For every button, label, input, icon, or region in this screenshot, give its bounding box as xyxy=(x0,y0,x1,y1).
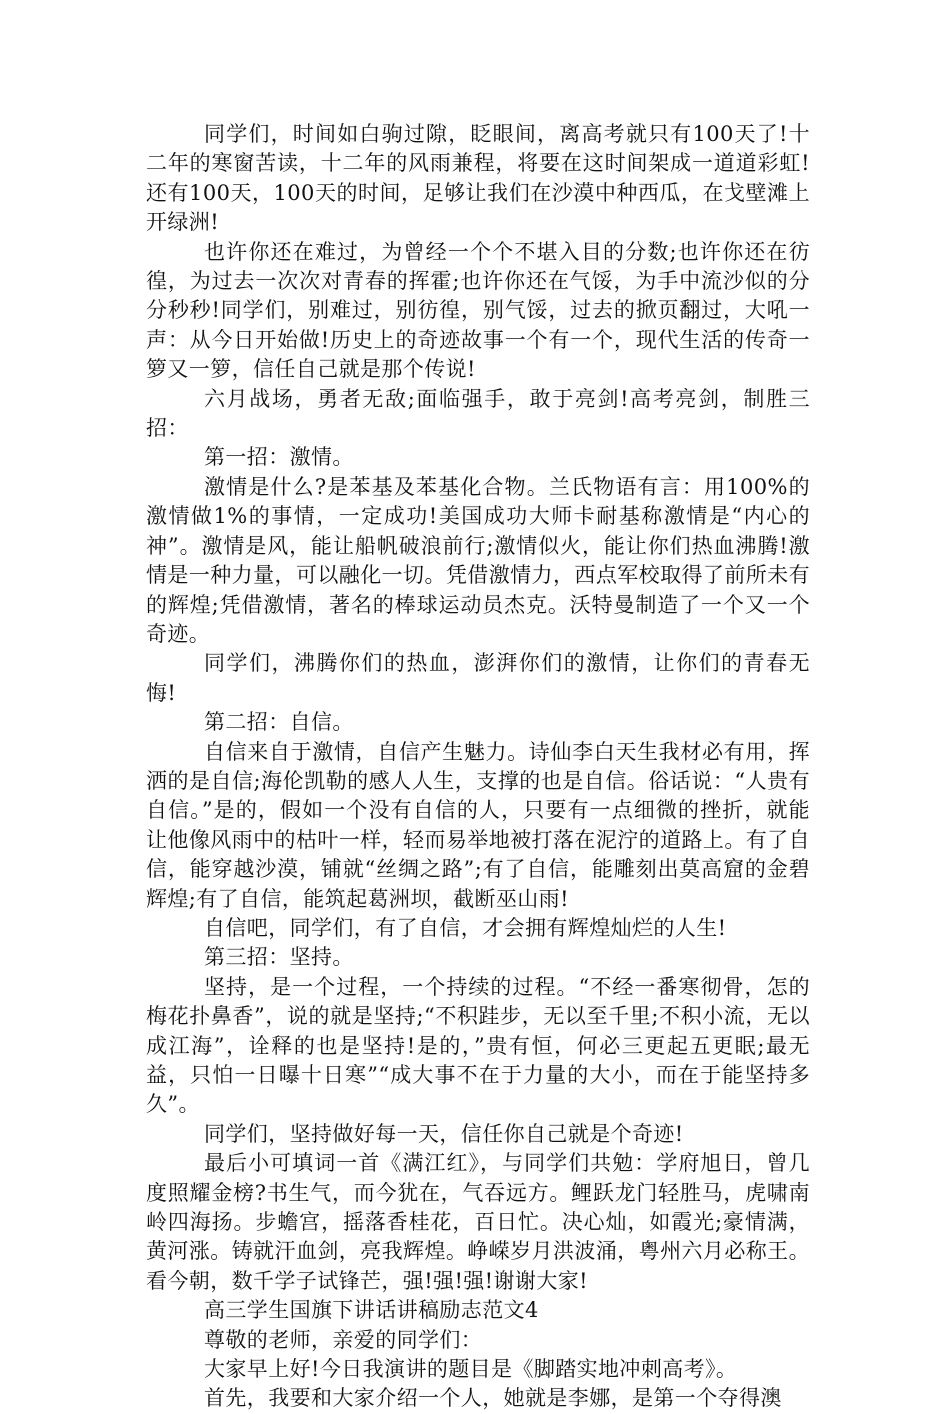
paragraph-greeting: 大家早上好!今日我演讲的题目是《脚踏实地冲刺高考》。 xyxy=(204,1357,738,1382)
paragraph-persistence-closing: 同学们，坚持做好每一天，信任你自己就是个奇迹! xyxy=(204,1121,684,1146)
heading-tactic-confidence: 第二招：自信。 xyxy=(204,710,354,735)
paragraph-encouragement: 也许你还在难过，为曾经一个个不堪入目的分数;也许你还在彷徨，为过去一次次对青春的挥霍;也许你还在气馁，为手中流沙似的分分秒秒!同学们，别难过，别彷徨，别气馁，过去的掀页翻过，大吼一声：从今日开始做!历史上的奇迹故事一个有一个，现代生活的传奇一箩又一箩，信任自己就是那个传说! xyxy=(146,239,810,382)
paragraph-passion: 激情是什么?是苯基及苯基化合物。兰氏物语有言：用100%的激情做1%的事情，一定成功!美国成功大师卡耐基称激情是“内心的神”。激情是风，能让船帆破浪前行;激情似火，能让你们热血沸腾!激情是一种力量，可以融化一切。凭借激情力，西点军校取得了前所未有的辉煌;凭借激情，著名的棒球运动员杰克。沃特曼制造了一个又一个奇迹。 xyxy=(146,474,810,646)
document-body xyxy=(146,120,810,1414)
heading-tactic-passion: 第一招：激情。 xyxy=(204,445,354,470)
heading-tactic-persistence: 第三招：坚持。 xyxy=(204,945,354,970)
section-title-speech-4: 高三学生国旗下讲话讲稿励志范文4 xyxy=(204,1298,539,1323)
paragraph-salutation: 尊敬的老师，亲爱的同学们： xyxy=(204,1327,483,1352)
paragraph-passion-closing: 同学们，沸腾你们的热血，澎湃你们的激情，让你们的青春无悔! xyxy=(146,651,810,705)
paragraph-persistence: 坚持，是一个过程，一个持续的过程。“不经一番寒彻骨，怎的梅花扑鼻香”，说的就是坚持;“不积跬步，无以至千里;不积小流，无以成江海”，诠释的也是坚持!是的，”贵有恒，何必三更起五更眠;最无益，只怕一日曝十日寒”“成大事不在于力量的大小，而在于能坚持多久”。 xyxy=(146,974,810,1117)
paragraph-confidence: 自信来自于激情，自信产生魅力。诗仙李白天生我材必有用，挥洒的是自信;海伦凯勒的感人人生，支撑的也是自信。俗话说：“人贵有自信。”是的，假如一个没有自信的人，只要有一点细微的挫折，就能让他像风雨中的枯叶一样，轻而易举地被打落在泥泞的道路上。有了自信，能穿越沙漠，铺就“丝绸之路”;有了自信，能雕刻出莫高窟的金碧辉煌;有了自信，能筑起葛洲坝，截断巫山雨! xyxy=(146,739,810,911)
paragraph-confidence-closing: 自信吧，同学们，有了自信，才会拥有辉煌灿烂的人生! xyxy=(204,915,727,940)
paragraph-three-tactics: 六月战场，勇者无敌;面临强手，敢于亮剑!高考亮剑，制胜三招： xyxy=(146,386,810,441)
paragraph-poem: 最后小可填词一首《满江红》，与同学们共勉：学府旭日，曾几度照耀金榜?书生气，而今犹在，气吞远方。鲤跃龙门轻胜马，虎啸南岭四海扬。步蟾宫，摇落香桂花，百日忙。决心灿，如霞光;豪情满，黄河涨。铸就汗血剑，亮我辉煌。峥嵘岁月洪波涌，粤州六月必称王。看今朝，数千学子试锋芒，强!强!强!谢谢大家! xyxy=(146,1151,810,1293)
paragraph-introduction: 首先，我要和大家介绍一个人，她就是李娜，是第一个夺得澳 xyxy=(204,1386,782,1411)
paragraph-countdown-intro: 同学们，时间如白驹过隙，眨眼间，离高考就只有100天了!十二年的寒窗苦读，十二年的风雨兼程，将要在这时间架成一道道彩虹!还有100天，100天的时间，足够让我们在沙漠中种西瓜，在戈壁滩上开绿洲! xyxy=(146,122,810,235)
